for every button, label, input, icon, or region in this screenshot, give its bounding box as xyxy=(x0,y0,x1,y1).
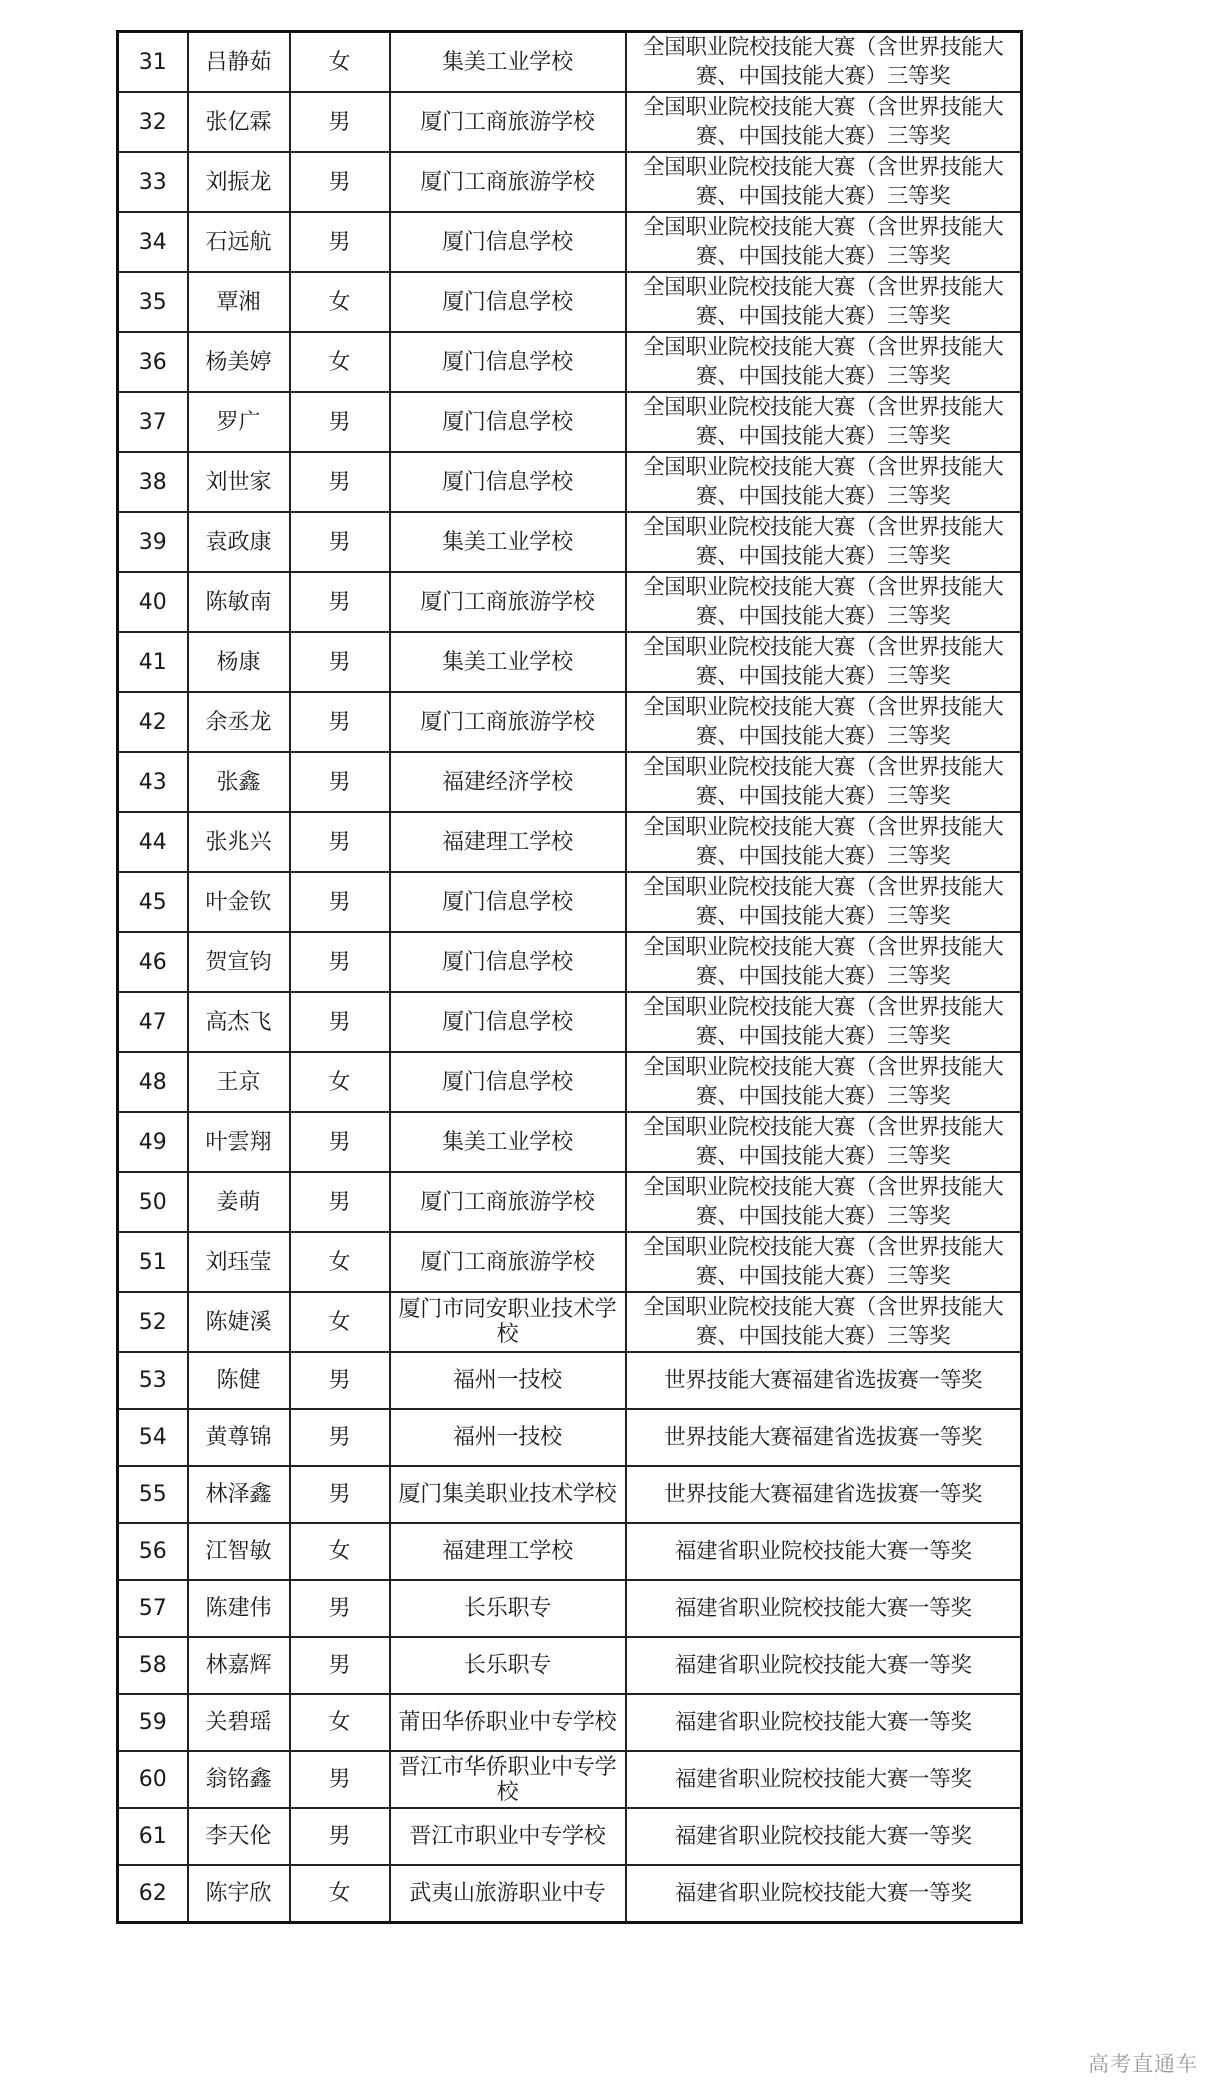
award-name: 全国职业院校技能大赛（含世界技能大赛、中国技能大赛）三等奖 xyxy=(626,332,1022,392)
student-name: 林嘉辉 xyxy=(188,1637,290,1694)
row-number: 43 xyxy=(118,752,188,812)
student-name: 刘世家 xyxy=(188,452,290,512)
row-number: 57 xyxy=(118,1580,188,1637)
row-number: 31 xyxy=(118,32,188,93)
school-name: 厦门信息学校 xyxy=(390,992,626,1052)
award-name: 福建省职业院校技能大赛一等奖 xyxy=(626,1694,1022,1751)
school-name: 厦门工商旅游学校 xyxy=(390,1232,626,1292)
student-name: 关碧瑶 xyxy=(188,1694,290,1751)
student-name: 杨美婷 xyxy=(188,332,290,392)
award-name: 福建省职业院校技能大赛一等奖 xyxy=(626,1580,1022,1637)
award-name: 全国职业院校技能大赛（含世界技能大赛、中国技能大赛）三等奖 xyxy=(626,92,1022,152)
row-number: 48 xyxy=(118,1052,188,1112)
award-name: 福建省职业院校技能大赛一等奖 xyxy=(626,1865,1022,1922)
row-number: 32 xyxy=(118,92,188,152)
school-name: 福建理工学校 xyxy=(390,812,626,872)
student-name: 李天伦 xyxy=(188,1808,290,1865)
student-name: 黄尊锦 xyxy=(188,1409,290,1466)
school-name: 厦门信息学校 xyxy=(390,932,626,992)
row-number: 53 xyxy=(118,1352,188,1409)
row-number: 44 xyxy=(118,812,188,872)
table-row xyxy=(118,1808,1022,1865)
gender: 男 xyxy=(290,392,390,452)
table-row xyxy=(118,92,1022,152)
award-name: 全国职业院校技能大赛（含世界技能大赛、中国技能大赛）三等奖 xyxy=(626,1172,1022,1232)
table-row xyxy=(118,32,1022,93)
award-name: 全国职业院校技能大赛（含世界技能大赛、中国技能大赛）三等奖 xyxy=(626,452,1022,512)
table-row xyxy=(118,812,1022,872)
award-name: 全国职业院校技能大赛（含世界技能大赛、中国技能大赛）三等奖 xyxy=(626,932,1022,992)
row-number: 62 xyxy=(118,1865,188,1922)
student-name: 石远航 xyxy=(188,212,290,272)
school-name: 集美工业学校 xyxy=(390,512,626,572)
school-name: 集美工业学校 xyxy=(390,632,626,692)
roster-body xyxy=(118,32,1022,1923)
row-number: 33 xyxy=(118,152,188,212)
gender: 女 xyxy=(290,272,390,332)
school-name: 厦门工商旅游学校 xyxy=(390,152,626,212)
gender: 男 xyxy=(290,812,390,872)
row-number: 49 xyxy=(118,1112,188,1172)
row-number: 46 xyxy=(118,932,188,992)
school-name: 厦门工商旅游学校 xyxy=(390,572,626,632)
award-name: 全国职业院校技能大赛（含世界技能大赛、中国技能大赛）三等奖 xyxy=(626,392,1022,452)
gender: 女 xyxy=(290,1694,390,1751)
gender: 男 xyxy=(290,1808,390,1865)
table-row xyxy=(118,452,1022,512)
gender: 女 xyxy=(290,332,390,392)
gender: 男 xyxy=(290,1172,390,1232)
school-name: 厦门集美职业技术学校 xyxy=(390,1466,626,1523)
award-name: 全国职业院校技能大赛（含世界技能大赛、中国技能大赛）三等奖 xyxy=(626,812,1022,872)
school-name: 晋江市职业中专学校 xyxy=(390,1808,626,1865)
student-name: 林泽鑫 xyxy=(188,1466,290,1523)
table-row xyxy=(118,1580,1022,1637)
table-row xyxy=(118,992,1022,1052)
school-name: 厦门信息学校 xyxy=(390,332,626,392)
table-row xyxy=(118,1232,1022,1292)
table-row xyxy=(118,152,1022,212)
gender: 女 xyxy=(290,1232,390,1292)
row-number: 60 xyxy=(118,1751,188,1808)
student-name: 高杰飞 xyxy=(188,992,290,1052)
row-number: 39 xyxy=(118,512,188,572)
table-row xyxy=(118,512,1022,572)
school-name: 厦门工商旅游学校 xyxy=(390,1172,626,1232)
gender: 男 xyxy=(290,1112,390,1172)
gender: 女 xyxy=(290,1052,390,1112)
gender: 男 xyxy=(290,92,390,152)
gender: 男 xyxy=(290,1409,390,1466)
award-name: 全国职业院校技能大赛（含世界技能大赛、中国技能大赛）三等奖 xyxy=(626,1292,1022,1352)
row-number: 59 xyxy=(118,1694,188,1751)
student-name: 吕静茹 xyxy=(188,32,290,93)
gender: 男 xyxy=(290,1751,390,1808)
table-row xyxy=(118,1466,1022,1523)
student-name: 刘珏莹 xyxy=(188,1232,290,1292)
table-row xyxy=(118,1637,1022,1694)
table-row xyxy=(118,572,1022,632)
table-row xyxy=(118,1052,1022,1112)
award-name: 全国职业院校技能大赛（含世界技能大赛、中国技能大赛）三等奖 xyxy=(626,512,1022,572)
table-row xyxy=(118,332,1022,392)
school-name: 厦门市同安职业技术学校 xyxy=(390,1292,626,1352)
gender: 男 xyxy=(290,152,390,212)
gender: 男 xyxy=(290,572,390,632)
award-name: 福建省职业院校技能大赛一等奖 xyxy=(626,1808,1022,1865)
table-row xyxy=(118,932,1022,992)
award-name: 全国职业院校技能大赛（含世界技能大赛、中国技能大赛）三等奖 xyxy=(626,572,1022,632)
gender: 男 xyxy=(290,452,390,512)
row-number: 36 xyxy=(118,332,188,392)
table-row xyxy=(118,1865,1022,1922)
table-row xyxy=(118,752,1022,812)
school-name: 福建理工学校 xyxy=(390,1523,626,1580)
student-name: 江智敏 xyxy=(188,1523,290,1580)
school-name: 莆田华侨职业中专学校 xyxy=(390,1694,626,1751)
school-name: 武夷山旅游职业中专 xyxy=(390,1865,626,1922)
row-number: 34 xyxy=(118,212,188,272)
row-number: 41 xyxy=(118,632,188,692)
gender: 男 xyxy=(290,692,390,752)
row-number: 35 xyxy=(118,272,188,332)
student-name: 陈健 xyxy=(188,1352,290,1409)
row-number: 47 xyxy=(118,992,188,1052)
gender: 男 xyxy=(290,212,390,272)
table-row xyxy=(118,1292,1022,1352)
student-name: 罗广 xyxy=(188,392,290,452)
award-name: 全国职业院校技能大赛（含世界技能大赛、中国技能大赛）三等奖 xyxy=(626,872,1022,932)
gender: 女 xyxy=(290,1292,390,1352)
student-name: 翁铭鑫 xyxy=(188,1751,290,1808)
table-row xyxy=(118,1751,1022,1808)
table-row xyxy=(118,272,1022,332)
table-row xyxy=(118,1694,1022,1751)
gender: 男 xyxy=(290,1466,390,1523)
school-name: 集美工业学校 xyxy=(390,1112,626,1172)
student-name: 陈婕溪 xyxy=(188,1292,290,1352)
school-name: 集美工业学校 xyxy=(390,32,626,93)
student-name: 姜萌 xyxy=(188,1172,290,1232)
award-name: 全国职业院校技能大赛（含世界技能大赛、中国技能大赛）三等奖 xyxy=(626,32,1022,93)
table-row xyxy=(118,1112,1022,1172)
student-name: 袁政康 xyxy=(188,512,290,572)
row-number: 52 xyxy=(118,1292,188,1352)
row-number: 61 xyxy=(118,1808,188,1865)
row-number: 37 xyxy=(118,392,188,452)
table-row xyxy=(118,692,1022,752)
student-name: 刘振龙 xyxy=(188,152,290,212)
gender: 男 xyxy=(290,752,390,812)
school-name: 厦门信息学校 xyxy=(390,392,626,452)
gender: 女 xyxy=(290,1523,390,1580)
table-row xyxy=(118,1409,1022,1466)
award-name: 世界技能大赛福建省选拔赛一等奖 xyxy=(626,1409,1022,1466)
award-name: 福建省职业院校技能大赛一等奖 xyxy=(626,1637,1022,1694)
row-number: 38 xyxy=(118,452,188,512)
student-name: 张亿霖 xyxy=(188,92,290,152)
gender: 女 xyxy=(290,32,390,93)
gender: 男 xyxy=(290,872,390,932)
award-name: 福建省职业院校技能大赛一等奖 xyxy=(626,1751,1022,1808)
school-name: 福州一技校 xyxy=(390,1409,626,1466)
school-name: 长乐职专 xyxy=(390,1580,626,1637)
table-row xyxy=(118,392,1022,452)
student-name: 张鑫 xyxy=(188,752,290,812)
award-name: 福建省职业院校技能大赛一等奖 xyxy=(626,1523,1022,1580)
student-name: 贺宣钧 xyxy=(188,932,290,992)
school-name: 厦门信息学校 xyxy=(390,872,626,932)
table-row xyxy=(118,212,1022,272)
row-number: 54 xyxy=(118,1409,188,1466)
award-name: 全国职业院校技能大赛（含世界技能大赛、中国技能大赛）三等奖 xyxy=(626,1052,1022,1112)
student-name: 陈敏南 xyxy=(188,572,290,632)
watermark-text: 高考直通车 xyxy=(1088,2052,1198,2076)
student-name: 余丞龙 xyxy=(188,692,290,752)
student-name: 陈建伟 xyxy=(188,1580,290,1637)
school-name: 长乐职专 xyxy=(390,1637,626,1694)
gender: 男 xyxy=(290,1637,390,1694)
school-name: 厦门工商旅游学校 xyxy=(390,692,626,752)
school-name: 福州一技校 xyxy=(390,1352,626,1409)
award-name: 全国职业院校技能大赛（含世界技能大赛、中国技能大赛）三等奖 xyxy=(626,692,1022,752)
row-number: 40 xyxy=(118,572,188,632)
gender: 男 xyxy=(290,632,390,692)
gender: 男 xyxy=(290,512,390,572)
row-number: 51 xyxy=(118,1232,188,1292)
gender: 女 xyxy=(290,1865,390,1922)
table-row xyxy=(118,1352,1022,1409)
school-name: 厦门信息学校 xyxy=(390,212,626,272)
student-name: 叶金钦 xyxy=(188,872,290,932)
school-name: 厦门信息学校 xyxy=(390,1052,626,1112)
award-roster-table xyxy=(116,30,1023,1924)
award-name: 世界技能大赛福建省选拔赛一等奖 xyxy=(626,1466,1022,1523)
table-row xyxy=(118,1172,1022,1232)
row-number: 50 xyxy=(118,1172,188,1232)
gender: 男 xyxy=(290,992,390,1052)
table-row xyxy=(118,872,1022,932)
school-name: 厦门信息学校 xyxy=(390,452,626,512)
school-name: 厦门信息学校 xyxy=(390,272,626,332)
award-name: 全国职业院校技能大赛（含世界技能大赛、中国技能大赛）三等奖 xyxy=(626,212,1022,272)
award-name: 全国职业院校技能大赛（含世界技能大赛、中国技能大赛）三等奖 xyxy=(626,1112,1022,1172)
row-number: 42 xyxy=(118,692,188,752)
school-name: 福建经济学校 xyxy=(390,752,626,812)
student-name: 陈宇欣 xyxy=(188,1865,290,1922)
student-name: 杨康 xyxy=(188,632,290,692)
student-name: 叶雲翔 xyxy=(188,1112,290,1172)
student-name: 覃湘 xyxy=(188,272,290,332)
row-number: 55 xyxy=(118,1466,188,1523)
row-number: 56 xyxy=(118,1523,188,1580)
student-name: 王京 xyxy=(188,1052,290,1112)
school-name: 晋江市华侨职业中专学校 xyxy=(390,1751,626,1808)
award-name: 世界技能大赛福建省选拔赛一等奖 xyxy=(626,1352,1022,1409)
award-name: 全国职业院校技能大赛（含世界技能大赛、中国技能大赛）三等奖 xyxy=(626,992,1022,1052)
row-number: 45 xyxy=(118,872,188,932)
award-name: 全国职业院校技能大赛（含世界技能大赛、中国技能大赛）三等奖 xyxy=(626,1232,1022,1292)
award-name: 全国职业院校技能大赛（含世界技能大赛、中国技能大赛）三等奖 xyxy=(626,272,1022,332)
student-name: 张兆兴 xyxy=(188,812,290,872)
gender: 男 xyxy=(290,932,390,992)
award-name: 全国职业院校技能大赛（含世界技能大赛、中国技能大赛）三等奖 xyxy=(626,632,1022,692)
award-name: 全国职业院校技能大赛（含世界技能大赛、中国技能大赛）三等奖 xyxy=(626,752,1022,812)
gender: 男 xyxy=(290,1580,390,1637)
school-name: 厦门工商旅游学校 xyxy=(390,92,626,152)
gender: 男 xyxy=(290,1352,390,1409)
table-row xyxy=(118,632,1022,692)
row-number: 58 xyxy=(118,1637,188,1694)
table-row xyxy=(118,1523,1022,1580)
award-name: 全国职业院校技能大赛（含世界技能大赛、中国技能大赛）三等奖 xyxy=(626,152,1022,212)
